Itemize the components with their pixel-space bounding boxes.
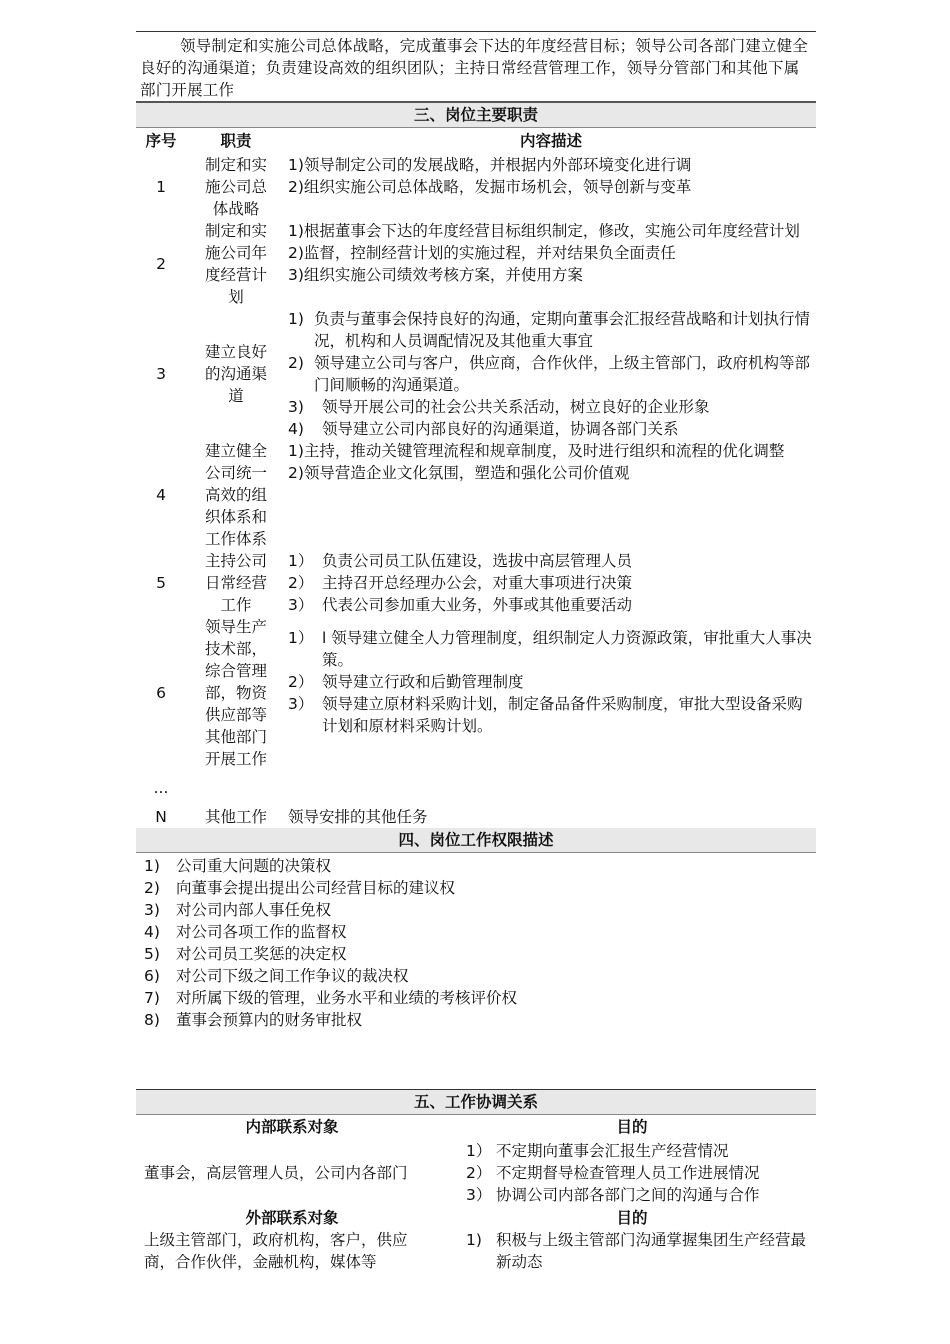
internal-contacts: 董事会，高层管理人员，公司内各部门 bbox=[144, 1164, 408, 1182]
list-text: 对公司员工奖惩的决定权 bbox=[176, 945, 347, 963]
list-item bbox=[288, 352, 816, 396]
external-purposes bbox=[448, 1229, 816, 1273]
list-text: 负责公司员工队伍建设，选拔中高层管理人员 bbox=[322, 552, 633, 570]
list-num: 1) bbox=[288, 310, 304, 328]
table-row bbox=[136, 308, 816, 440]
list-text: 协调公司内部各部门之间的沟通与合作 bbox=[496, 1186, 760, 1204]
list-text: 领导建立公司与客户，供应商，合作伙伴，上级主管部门，政府机构等部门间顺畅的沟通渠道。 bbox=[314, 354, 811, 394]
list-num: 1) bbox=[466, 1231, 482, 1249]
list-text: l 领导建立健全人力管理制度，组织制定人力资源政策，审批重大人事决策。 bbox=[322, 629, 812, 669]
list-item bbox=[288, 671, 816, 693]
list-text: 领导开展公司的社会公共关系活动，树立良好的企业形象 bbox=[322, 398, 710, 416]
row-desc bbox=[286, 220, 816, 308]
row-duty bbox=[186, 770, 286, 806]
list-item bbox=[288, 396, 816, 418]
header-desc: 内容描述 bbox=[519, 132, 582, 150]
list-text: 对公司各项工作的监督权 bbox=[176, 923, 347, 941]
list-text: 积极与上级主管部门沟通掌握集团生产经营最新动态 bbox=[496, 1231, 807, 1271]
table-row bbox=[136, 220, 816, 308]
desc-line: 2)组织实施公司总体战略，发掘市场机会，领导创新与变革 bbox=[288, 178, 692, 196]
duties-table bbox=[136, 128, 816, 828]
header-no: 序号 bbox=[145, 132, 177, 150]
row-desc bbox=[286, 550, 816, 616]
list-num: 3) bbox=[288, 398, 304, 416]
duties-table-header bbox=[136, 128, 816, 154]
row-no: 1 bbox=[156, 178, 166, 196]
row-duty: 其他工作 bbox=[204, 808, 267, 826]
row-no: 4 bbox=[156, 486, 166, 504]
row-duty: 建立良好的沟通渠道 bbox=[204, 343, 267, 405]
row-desc bbox=[286, 616, 816, 770]
list-text: 不定期督导检查管理人员工作进展情况 bbox=[496, 1164, 760, 1182]
desc-line: 1)领导制定公司的发展战略，并根据内外部环境变化进行调 bbox=[288, 156, 692, 174]
list-item bbox=[288, 572, 816, 594]
list-item bbox=[288, 550, 816, 572]
list-item bbox=[144, 855, 816, 877]
list-num: 2） bbox=[288, 574, 314, 592]
list-num: 1) bbox=[144, 857, 160, 875]
table-row bbox=[136, 154, 816, 220]
row-desc bbox=[286, 308, 816, 440]
list-item bbox=[144, 987, 816, 1009]
row-desc bbox=[286, 440, 816, 550]
row-no: 5 bbox=[156, 574, 166, 592]
list-num: 3） bbox=[288, 596, 314, 614]
list-num: 3) bbox=[144, 901, 160, 919]
header-duty: 职责 bbox=[220, 132, 252, 150]
row-duty: 制定和实施公司总体战略 bbox=[204, 156, 267, 218]
row-no: ... bbox=[153, 779, 169, 797]
table-row bbox=[136, 616, 816, 770]
list-item bbox=[288, 418, 816, 440]
list-item bbox=[466, 1184, 816, 1206]
row-no: 2 bbox=[156, 255, 166, 273]
list-item bbox=[144, 899, 816, 921]
document-page bbox=[136, 0, 816, 1273]
list-text: 代表公司参加重大业务，外事或其他重要活动 bbox=[322, 596, 633, 614]
row-desc bbox=[286, 770, 816, 806]
desc-line: 1)根据董事会下达的年度经营目标组织制定，修改，实施公司年度经营计划 bbox=[288, 222, 800, 240]
list-num: 1） bbox=[288, 629, 314, 647]
list-item bbox=[466, 1162, 816, 1184]
list-text: 对所属下级的管理，业务水平和业绩的考核评价权 bbox=[176, 989, 518, 1007]
list-num: 6) bbox=[144, 967, 160, 985]
list-item bbox=[288, 594, 816, 616]
section-4-header: 四、岗位工作权限描述 bbox=[136, 828, 816, 853]
table-row bbox=[136, 770, 816, 806]
list-num: 3） bbox=[288, 695, 314, 713]
list-text: 公司重大问题的决策权 bbox=[176, 857, 332, 875]
list-item bbox=[144, 921, 816, 943]
list-item bbox=[144, 943, 816, 965]
list-item bbox=[288, 627, 816, 671]
list-num: 2） bbox=[288, 673, 314, 691]
list-item bbox=[466, 1229, 816, 1273]
row-desc bbox=[286, 154, 816, 220]
list-item bbox=[466, 1140, 816, 1162]
list-num: 3） bbox=[466, 1186, 492, 1204]
desc-line: 3)组织实施公司绩效考核方案，并使用方案 bbox=[288, 266, 583, 284]
row-duty: 建立健全公司统一高效的组织体系和工作体系 bbox=[204, 442, 267, 548]
row-no: 6 bbox=[156, 684, 166, 702]
row-duty: 领导生产技术部，综合管理部，物资供应部等其他部门开展工作 bbox=[204, 618, 267, 768]
list-num: 1） bbox=[288, 552, 314, 570]
list-item bbox=[144, 877, 816, 899]
list-num: 7) bbox=[144, 989, 160, 1007]
internal-contacts-header: 内部联系对象 bbox=[245, 1118, 339, 1136]
list-num: 5) bbox=[144, 945, 160, 963]
table-row bbox=[136, 440, 816, 550]
list-num: 4) bbox=[288, 420, 304, 438]
section-5-header: 五、工作协调关系 bbox=[136, 1089, 816, 1115]
list-item bbox=[288, 693, 816, 737]
purpose-header: 目的 bbox=[616, 1118, 648, 1136]
list-num: 1） bbox=[466, 1142, 492, 1160]
list-text: 董事会预算内的财务审批权 bbox=[176, 1011, 363, 1029]
list-item bbox=[288, 308, 816, 352]
list-num: 2) bbox=[144, 879, 160, 897]
list-text: 领导建立原材料采购计划，制定备品备件采购制度，审批大型设备采购计划和原材料采购计划。 bbox=[322, 695, 803, 735]
desc-line: 1)主持，推动关键管理流程和规章制度，及时进行组织和流程的优化调整 bbox=[288, 442, 785, 460]
desc-line: 2)监督，控制经营计划的实施过程，并对结果负全面责任 bbox=[288, 244, 676, 262]
list-num: 2） bbox=[466, 1164, 492, 1182]
external-contacts: 上级主管部门，政府机构，客户，供应商，合作伙伴，金融机构，媒体等 bbox=[144, 1231, 408, 1271]
list-text: 领导建立行政和后勤管理制度 bbox=[322, 673, 524, 691]
coordination-table bbox=[136, 1115, 816, 1273]
list-num: 2) bbox=[288, 354, 304, 372]
list-item bbox=[144, 1009, 816, 1031]
list-text: 主持召开总经理办公会，对重大事项进行决策 bbox=[322, 574, 633, 592]
external-contacts-header: 外部联系对象 bbox=[245, 1209, 339, 1227]
list-num: 8) bbox=[144, 1011, 160, 1029]
row-no: N bbox=[155, 808, 167, 826]
row-desc: 领导安排的其他任务 bbox=[288, 808, 428, 826]
job-summary-paragraph: 领导制定和实施公司总体战略，完成董事会下达的年度经营目标；领导公司各部门建立健全良好的沟通渠道；负责建设高效的组织团队；主持日常经营管理工作，领导分管部门和其他下属部门开展工作 bbox=[136, 31, 816, 101]
internal-purposes bbox=[448, 1139, 816, 1207]
row-duty: 制定和实施公司年度经营计划 bbox=[204, 222, 267, 306]
list-text: 不定期向董事会汇报生产经营情况 bbox=[496, 1142, 729, 1160]
section-3-header: 三、岗位主要职责 bbox=[136, 101, 816, 128]
table-row bbox=[136, 550, 816, 616]
list-text: 领导建立公司内部良好的沟通渠道，协调各部门关系 bbox=[322, 420, 679, 438]
external-purpose-header: 目的 bbox=[616, 1209, 648, 1227]
list-item bbox=[144, 965, 816, 987]
list-text: 对公司内部人事任免权 bbox=[176, 901, 332, 919]
permissions-list bbox=[136, 853, 816, 1031]
list-num: 4) bbox=[144, 923, 160, 941]
list-text: 负责与董事会保持良好的沟通，定期向董事会汇报经营战略和计划执行情况，机构和人员调配情况及其他重大事宜 bbox=[314, 310, 811, 350]
list-text: 向董事会提出提出公司经营目标的建议权 bbox=[176, 879, 456, 897]
list-text: 对公司下级之间工作争议的裁决权 bbox=[176, 967, 409, 985]
desc-line: 2)领导营造企业文化氛围，塑造和强化公司价值观 bbox=[288, 464, 630, 482]
row-duty: 主持公司日常经营工作 bbox=[204, 552, 267, 614]
table-row bbox=[136, 806, 816, 828]
row-no: 3 bbox=[156, 365, 166, 383]
